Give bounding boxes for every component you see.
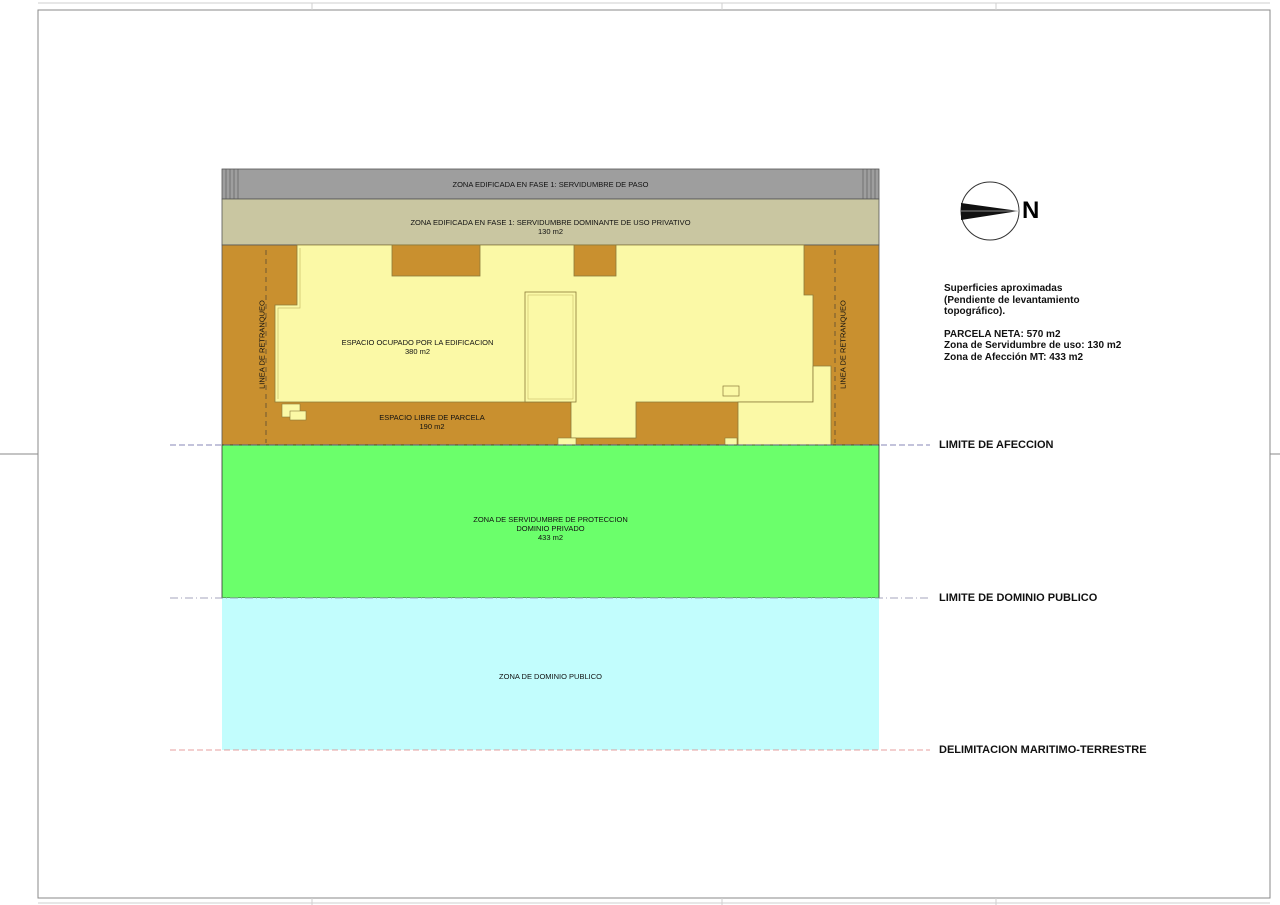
label-proteccion-line1: ZONA DE SERVIDUMBRE DE PROTECCION (473, 515, 628, 524)
label-edificacion (300, 338, 535, 356)
label-uso-privativo-name: ZONA EDIFICADA EN FASE 1: SERVIDUMBRE DOMINANTE DE USO PRIVATIVO (410, 218, 691, 227)
notes-line-2: (Pendiente de levantamiento (944, 294, 1080, 306)
label-delimitacion-maritimo: DELIMITACION MARITIMO-TERRESTRE (939, 744, 1147, 756)
north-label: N (1022, 197, 1040, 224)
notes-parcela-neta: PARCELA NETA: 570 m2 (944, 328, 1061, 340)
notes-line-3: topográfico). (944, 306, 1006, 317)
north-arrow-icon (961, 182, 1019, 240)
label-uso-privativo-area: 130 m2 (537, 227, 564, 236)
label-limite-afeccion: LIMITE DE AFECCION (939, 439, 1054, 451)
label-espacio-libre-name: ESPACIO LIBRE DE PARCELA (379, 413, 485, 422)
notes-servidumbre-uso: Zona de Servidumbre de uso: 130 m2 (944, 340, 1122, 351)
terrace-notch-2 (574, 245, 616, 276)
label-retranqueo-right: LINEA DE RETRANQUEO (838, 300, 848, 389)
label-retranqueo-left: LINEA DE RETRANQUEO (257, 300, 267, 389)
label-proteccion-area: 433 m2 (537, 533, 564, 542)
label-edificacion-area: 380 m2 (404, 347, 431, 356)
label-uso-privativo (222, 218, 879, 236)
label-servidumbre-paso: ZONA EDIFICADA EN FASE 1: SERVIDUMBRE DE PASO (452, 180, 649, 189)
terrace-notch-1 (392, 245, 480, 276)
label-espacio-libre-area: 190 m2 (419, 422, 445, 431)
notes-line-1: Superficies aproximadas (944, 283, 1063, 294)
label-edificacion-name: ESPACIO OCUPADO POR LA EDIFICACION (341, 338, 494, 347)
label-espacio-libre (322, 413, 542, 431)
label-proteccion-line2: DOMINIO PRIVADO (516, 524, 585, 533)
label-limite-dominio-publico: LIMITE DE DOMINIO PUBLICO (939, 592, 1098, 604)
label-servidumbre-proteccion (222, 515, 879, 542)
area-notes (944, 283, 1121, 363)
notes-afeccion-mt: Zona de Afección MT: 433 m2 (944, 351, 1084, 363)
label-dominio-publico: ZONA DE DOMINIO PUBLICO (499, 672, 602, 681)
